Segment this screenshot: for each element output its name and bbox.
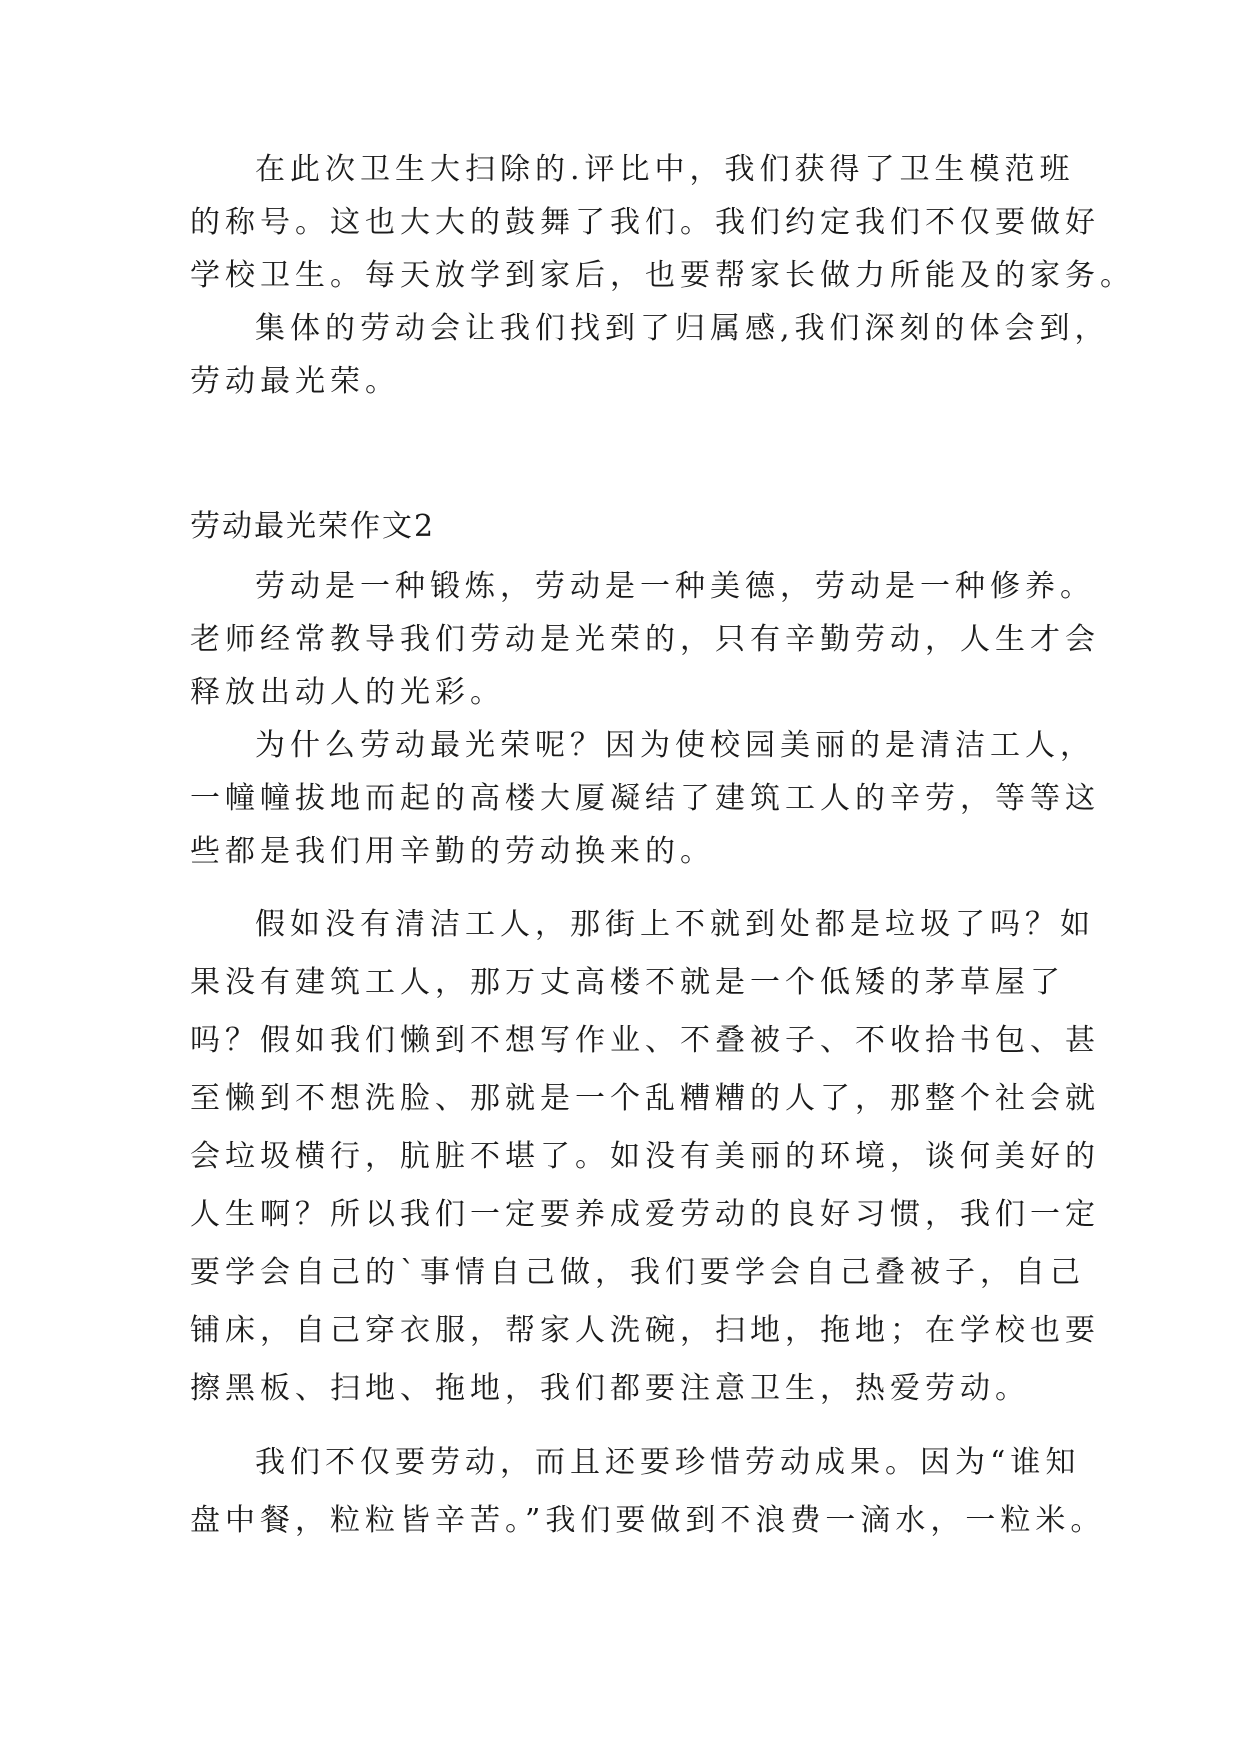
paragraph-line: 老师经常教导我们劳动是光荣的，只有辛勤劳动，人生才会 [190,622,1100,657]
paragraph-line: 些都是我们用辛勤的劳动换来的。 [190,834,715,869]
paragraph-line: 铺床，自己穿衣服，帮家人洗碗，扫地，拖地；在学校也要 [190,1313,1100,1348]
paragraph-line: 盘中餐，粒粒皆辛苦。”我们要做到不浪费一滴水，一粒米。 [190,1503,1106,1538]
paragraph-line: 释放出动人的光彩。 [190,675,505,710]
paragraph-line: 人生啊？所以我们一定要养成爱劳动的良好习惯，我们一定 [190,1197,1100,1232]
paragraph-line: 假如没有清洁工人，那街上不就到处都是垃圾了吗？如 [255,907,1095,942]
paragraph-line: 会垃圾横行，肮脏不堪了。如没有美丽的环境，谈何美好的 [190,1139,1100,1174]
paragraph-line: 的称号。这也大大的鼓舞了我们。我们约定我们不仅要做好 [190,205,1100,240]
essay-title: 劳动最光荣作文2 [190,509,436,544]
paragraph-line: 学校卫生。每天放学到家后，也要帮家长做力所能及的家务。 [190,258,1135,293]
paragraph-line: 为什么劳动最光荣呢？因为使校园美丽的是清洁工人， [255,728,1095,763]
paragraph-line: 果没有建筑工人，那万丈高楼不就是一个低矮的茅草屋了 [190,965,1065,1000]
paragraph-line: 在此次卫生大扫除的.评比中，我们获得了卫生模范班 [255,152,1075,187]
paragraph-line: 集体的劳动会让我们找到了归属感,我们深刻的体会到， [255,311,1110,346]
paragraph-line: 至懒到不想洗脸、那就是一个乱糟糟的人了，那整个社会就 [190,1081,1100,1116]
paragraph-line: 擦黑板、扫地、拖地，我们都要注意卫生，热爱劳动。 [190,1371,1030,1406]
paragraph-line: 要学会自己的`事情自己做，我们要学会自己叠被子，自己 [190,1255,1085,1290]
paragraph-line: 我们不仅要劳动，而且还要珍惜劳动成果。因为“谁知 [255,1445,1081,1480]
paragraph-line: 劳动最光荣。 [190,364,400,399]
paragraph-line: 劳动是一种锻炼，劳动是一种美德，劳动是一种修养。 [255,569,1095,604]
paragraph-line: 吗？假如我们懒到不想写作业、不叠被子、不收拾书包、甚 [190,1023,1100,1058]
paragraph-line: 一幢幢拔地而起的高楼大厦凝结了建筑工人的辛劳，等等这 [190,781,1100,816]
